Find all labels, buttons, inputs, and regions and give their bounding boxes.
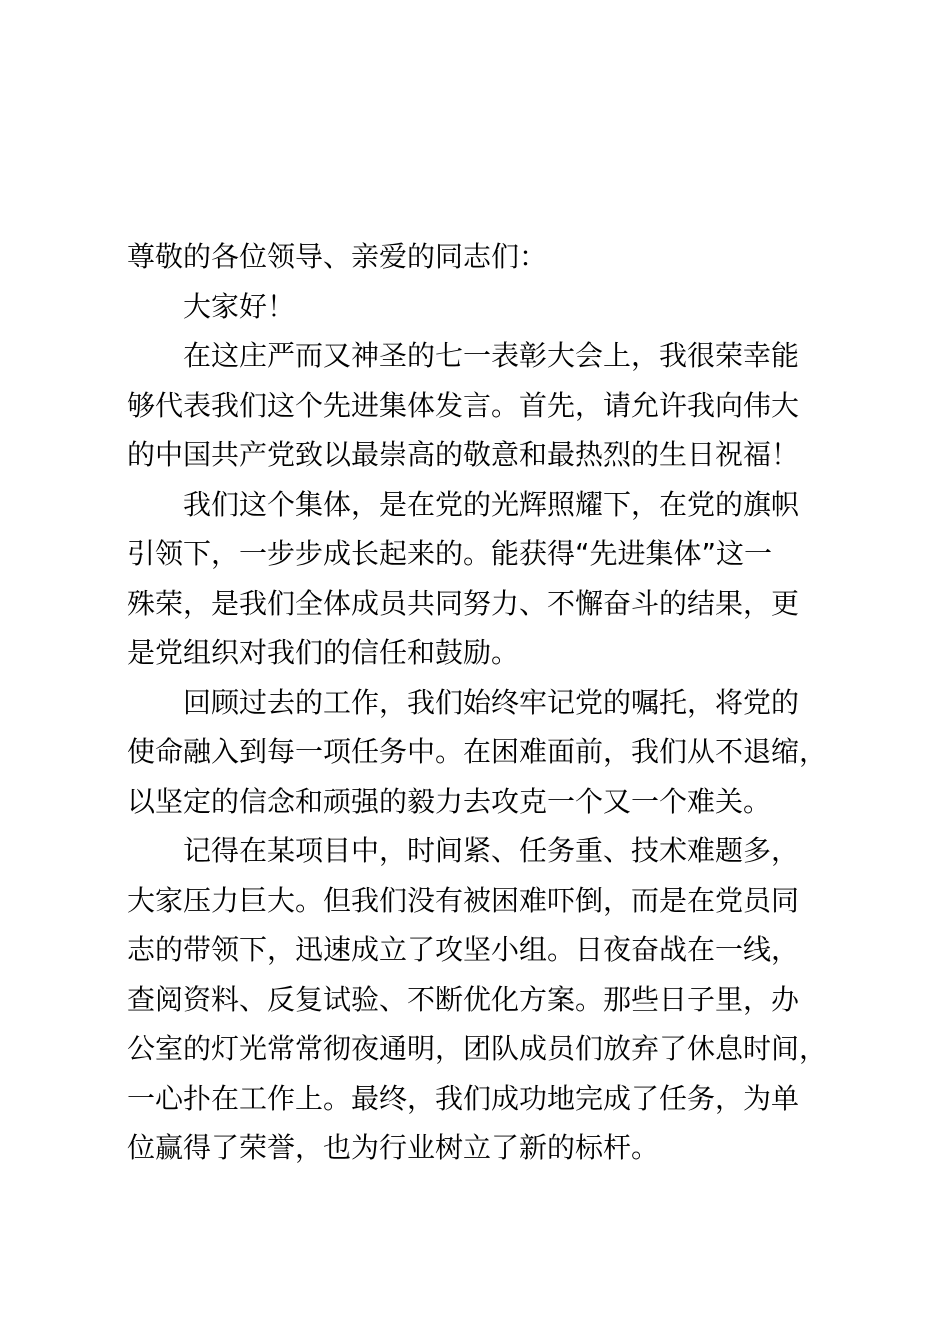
paragraph-line: 查阅资料、反复试验、不断优化方案。那些日子里，办 (127, 982, 800, 1016)
paragraph-line: 公室的灯光常常彻夜通明，团队成员们放弃了休息时间， (127, 1032, 828, 1065)
paragraph-line: 够代表我们这个先进集体发言。首先，请允许我向伟大 (127, 388, 800, 422)
paragraph-line: 的中国共产党致以最崇高的敬意和最热烈的生日祝福！ (127, 438, 800, 471)
paragraph-line: 一心扑在工作上。最终，我们成功地完成了任务，为单 (127, 1081, 800, 1115)
paragraph-line: 记得在某项目中，时间紧、任务重、技术难题多， (183, 834, 800, 867)
paragraph-line: 在这庄严而又神圣的七一表彰大会上，我很荣幸能 (183, 339, 800, 372)
paragraph-line: 以坚定的信念和顽强的毅力去攻克一个又一个难关。 (127, 784, 772, 818)
paragraph-line: 位赢得了荣誉，也为行业树立了新的标杆。 (127, 1131, 660, 1164)
paragraph-line: 我们这个集体，是在党的光辉照耀下，在党的旗帜 (183, 487, 800, 521)
salutation-line: 尊敬的各位领导、亲爱的同志们： (127, 240, 548, 273)
paragraph-line: 殊荣，是我们全体成员共同努力、不懈奋斗的结果，更 (127, 586, 800, 620)
paragraph-line: 大家压力巨大。但我们没有被困难吓倒，而是在党员同 (127, 883, 800, 917)
paragraph-line: 回顾过去的工作，我们始终牢记党的嘱托，将党的 (183, 685, 800, 719)
speech-body (127, 232, 837, 1173)
paragraph-line: 使命融入到每一项任务中。在困难面前，我们从不退缩， (127, 735, 828, 768)
paragraph-line: 是党组织对我们的信任和鼓励。 (127, 636, 520, 669)
greeting-line: 大家好！ (183, 289, 296, 323)
paragraph-line: 志的带领下，迅速成立了攻坚小组。日夜奋战在一线， (127, 933, 800, 966)
paragraph-line: 引领下，一步步成长起来的。能获得“先进集体”这一 (127, 537, 773, 570)
